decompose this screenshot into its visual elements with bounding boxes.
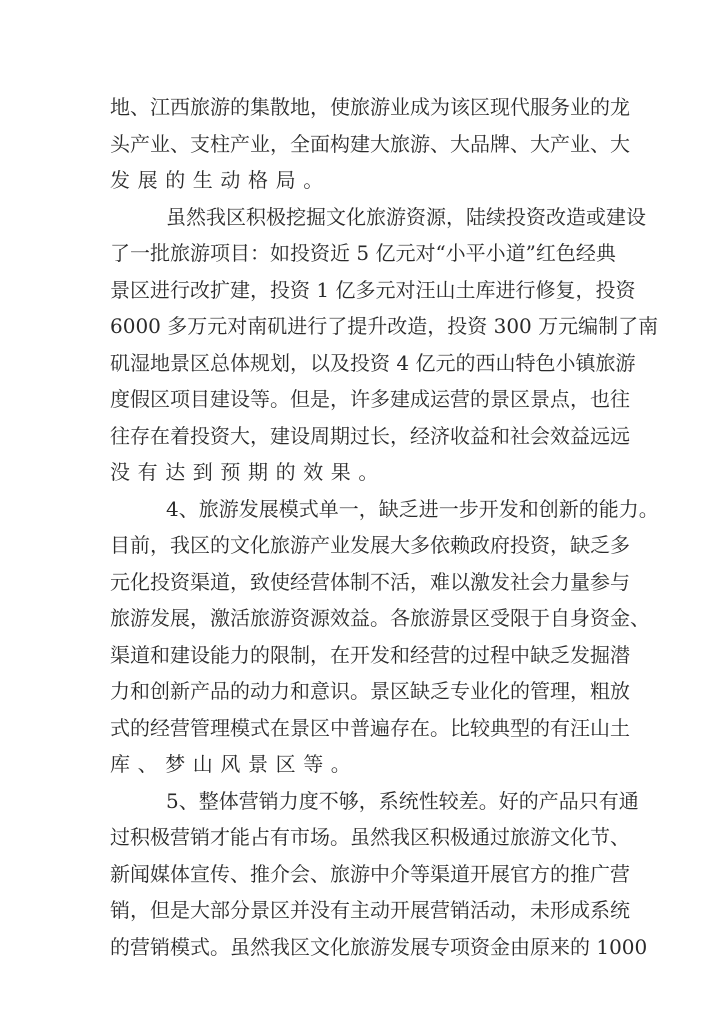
text-line: 4、旅游发展模式单一，缺乏进一步开发和创新的能力。 (166, 496, 659, 521)
text-line: 销，但是大部分景区并没有主动开展营销活动，未形成系统 (110, 898, 630, 922)
text-line: 地、江西旅游的集散地，使旅游业成为该区现代服务业的龙 (110, 95, 630, 119)
paragraph (110, 491, 659, 783)
text-line: 度假区项目建设等。但是，许多建成运营的景区景点，也往 (110, 387, 630, 411)
text-line: 力和创新产品的动力和意识。景区缺乏专业化的管理，粗放 (110, 679, 630, 703)
text-line: 5、整体营销力度不够，系统性较差。好的产品只有通 (166, 788, 639, 813)
paragraph (110, 783, 648, 966)
text-line: 目前，我区的文化旅游产业发展大多依赖政府投资，缺乏多 (110, 533, 630, 557)
text-line: 没有达到预期的效果。 (110, 460, 386, 484)
text-line: 了一批旅游项目：如投资近 5 亿元对“小平小道”红色经典 (110, 241, 616, 265)
paragraph (110, 199, 659, 491)
text-line: 渠道和建设能力的限制，在开发和经营的过程中缺乏发掘潜 (110, 642, 630, 667)
text-line: 元化投资渠道，致使经营体制不活，难以激发社会力量参与 (110, 569, 630, 594)
text-line: 发展的生动格局。 (110, 168, 331, 192)
text-line: 往存在着投资大，建设周期过长，经济收益和社会效益远远 (110, 423, 630, 448)
text-line: 旅游发展，激活旅游资源效益。各旅游景区受限于自身资金、 (110, 606, 650, 630)
text-line: 景区进行改扩建，投资 1 亿多元对汪山土库进行修复，投资 (110, 277, 636, 302)
text-line: 头产业、支柱产业，全面构建大旅游、大品牌、大产业、大 (110, 131, 630, 156)
text-line: 过积极营销才能占有市场。虽然我区积极通过旅游文化节、 (110, 825, 630, 849)
text-line: 式的经营管理模式在景区中普遍存在。比较典型的有汪山土 (110, 715, 630, 740)
text-line: 矶湿地景区总体规划，以及投资 4 亿元的西山特色小镇旅游 (110, 350, 636, 375)
paragraph (110, 89, 630, 199)
text-line: 6000 多万元对南矶进行了提升改造，投资 300 万元编制了南 (110, 314, 659, 338)
text-line: 新闻媒体宣传、推介会、旅游中介等渠道开展官方的推广营 (110, 861, 630, 886)
document-page (110, 89, 659, 965)
text-line: 虽然我区积极挖掘文化旅游资源，陆续投资改造或建设 (166, 204, 646, 229)
text-line: 的营销模式。虽然我区文化旅游发展专项资金由原来的 1000 (110, 934, 648, 959)
text-line: 库、梦山风景区等。 (110, 752, 359, 776)
